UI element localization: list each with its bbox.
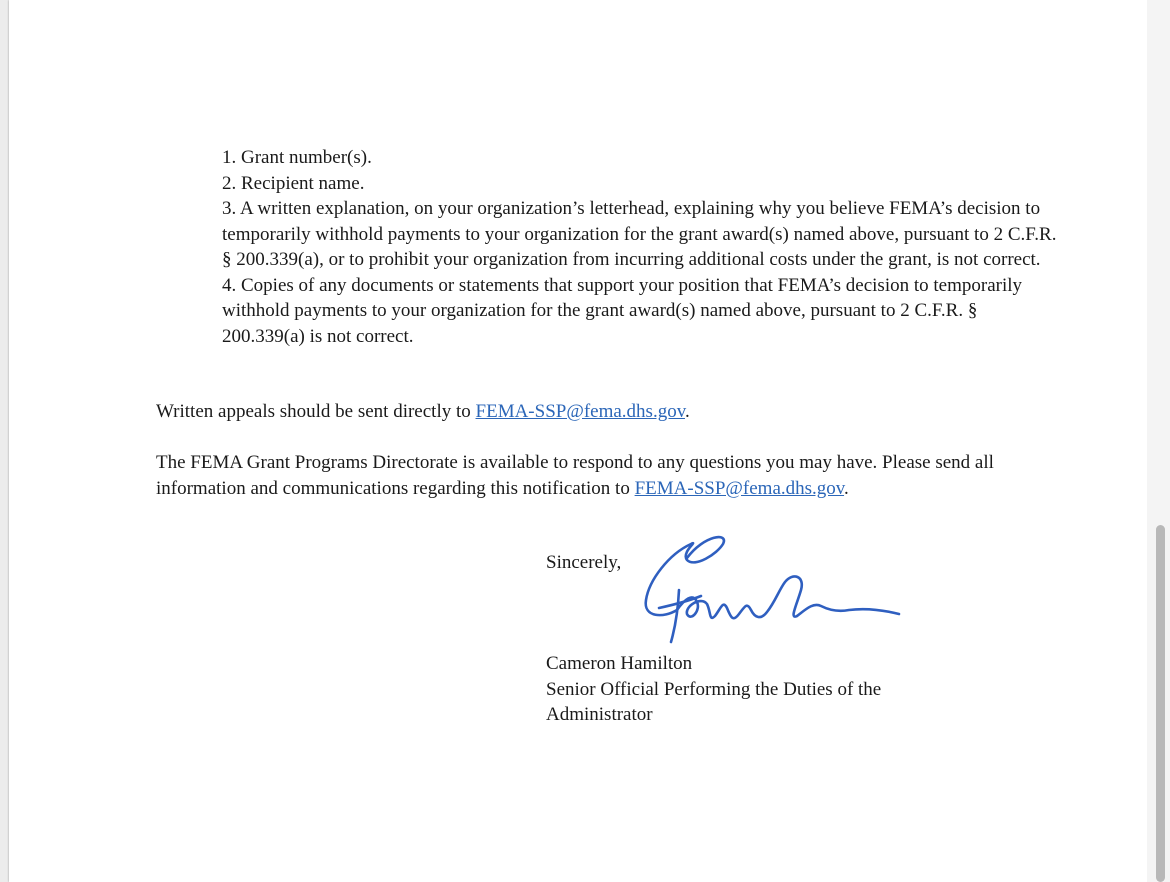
- scrollbar-thumb[interactable]: [1156, 525, 1165, 882]
- contact-suffix: .: [844, 477, 849, 499]
- list-item: 3. A written explanation, on your organization’s letterhead, explaining why you believe FEMA’s decision to temporarily withhold payments to your organization for the grant award(s) named above, pursuant to 2 C.F.R. § 200.339(a), or to prohibit your organization from incurring additional costs under the grant, is not correct.: [222, 198, 1057, 270]
- letter-page: [9, 0, 1147, 882]
- appeal-text: Written appeals should be sent directly to: [156, 401, 476, 422]
- handwritten-signature: [629, 530, 914, 650]
- contact-text: The FEMA Grant Programs Directorate is available to respond to any questions you may have. Please send all information and communications regarding this notification to: [156, 452, 994, 499]
- list-item: 1. Grant number(s).: [222, 147, 372, 168]
- list-item: 4. Copies of any documents or statements that support your position that FEMA’s decision to temporarily withhold payments to your organization for the grant award(s) named above, pursuant to 2 C.F.R. § 200.339(a) is not correct.: [222, 274, 1023, 347]
- list-item: 2. Recipient name.: [222, 172, 365, 194]
- contact-paragraph: [156, 450, 996, 501]
- appeal-email-link[interactable]: FEMA-SSP@fema.dhs.gov: [475, 401, 685, 422]
- requirements-list: [222, 145, 1062, 349]
- closing-salutation: Sincerely,: [546, 552, 622, 573]
- signer-name: Cameron Hamilton: [546, 653, 693, 674]
- contact-email-link[interactable]: FEMA-SSP@fema.dhs.gov: [634, 477, 845, 499]
- signature-block: [546, 651, 966, 728]
- appeal-paragraph: [156, 399, 996, 425]
- appeal-suffix: .: [684, 401, 690, 422]
- signer-title-line1: Senior Official Performing the Duties of the: [546, 678, 882, 700]
- vertical-scrollbar[interactable]: [1147, 0, 1170, 882]
- signer-title-line2: Administrator: [546, 704, 653, 725]
